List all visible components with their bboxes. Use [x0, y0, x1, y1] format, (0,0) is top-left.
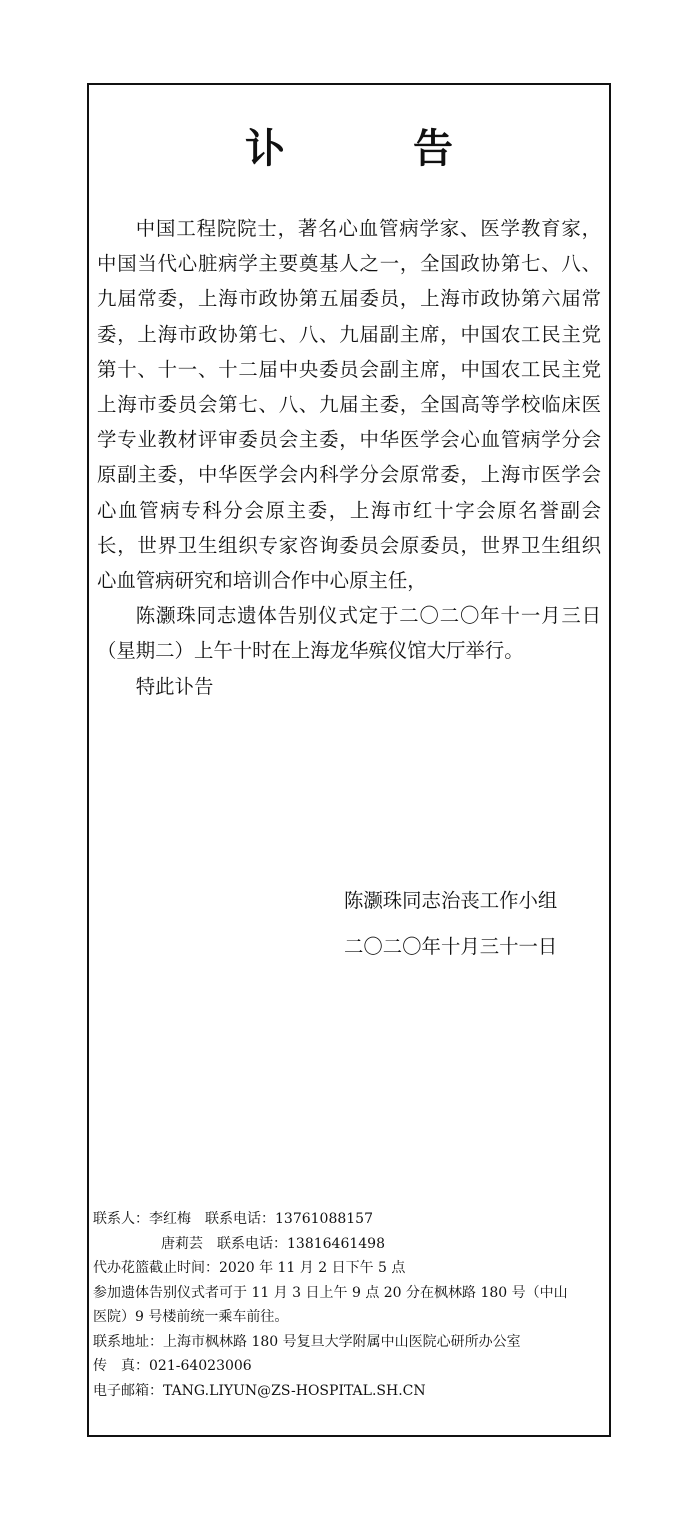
closing-paragraph: 特此讣告: [135, 674, 214, 698]
bus-info-line-2: 医院）9 号楼前统一乘车前往。: [93, 1309, 289, 1325]
signoff: [344, 878, 557, 970]
contact-info: [93, 1207, 568, 1403]
signoff-group: 陈灏珠同志治丧工作小组: [344, 889, 558, 912]
ceremony-paragraph: 陈灏珠同志遗体告别仪式定于二〇二〇年十一月三日（星期二）上午十时在上海龙华殡仪馆大厅举行。: [97, 604, 601, 663]
page-title: 讣 告: [245, 126, 497, 172]
contact-row-1: [93, 1207, 568, 1232]
biography-paragraph: 中国工程院院士，著名心血管病学家、医学教育家，中国当代心脏病学主要奠基人之一，全国政协第七、八、九届常委，上海市政协第五届委员，上海市政协第六届常委，上海市政协第七、八、九届副主席，中国农工民主党第十、十一、十二届中央委员会副主席，中国农工民主党上海市委员会第七、八、九届主委，全国高等学校临床医学专业教材评审委员会主委，中华医学会心血管病学分会原副主委，中华医学会内科学分会原常委，上海市医学会心血管病专科分会原主委，上海市红十字会原名誉副会长，世界卫生组织专家咨询委员会原委员，世界卫生组织心血管病研究和培训合作中心原主任，: [97, 217, 601, 593]
flowers-deadline: 代办花篮截止时间：2020 年 11 月 2 日下午 5 点: [93, 1260, 406, 1276]
contact-fax: 传 真：021-64023006: [93, 1358, 252, 1374]
contact-email: 电子邮箱：TANG.LIYUN@ZS-HOSPITAL.SH.CN: [93, 1382, 426, 1399]
contact-row-2: [93, 1232, 568, 1257]
contact-address: 联系地址：上海市枫林路 180 号复旦大学附属中山医院心研所办公室: [93, 1333, 521, 1350]
contact-phone-2: 联系电话：13816461498: [217, 1235, 385, 1252]
obituary-frame: [87, 83, 611, 1437]
bus-info-line-1: 参加遗体告别仪式者可于 11 月 3 日上午 9 点 20 分在枫林路 180 号（中山: [93, 1284, 568, 1301]
signoff-date: 二〇二〇年十月三十一日: [344, 935, 558, 958]
contact-person-1: 联系人：李红梅: [93, 1211, 191, 1227]
obituary-body: [97, 211, 601, 704]
contact-person-2: 唐莉芸: [161, 1235, 203, 1252]
contact-phone-1: 联系电话：13761088157: [205, 1211, 373, 1227]
